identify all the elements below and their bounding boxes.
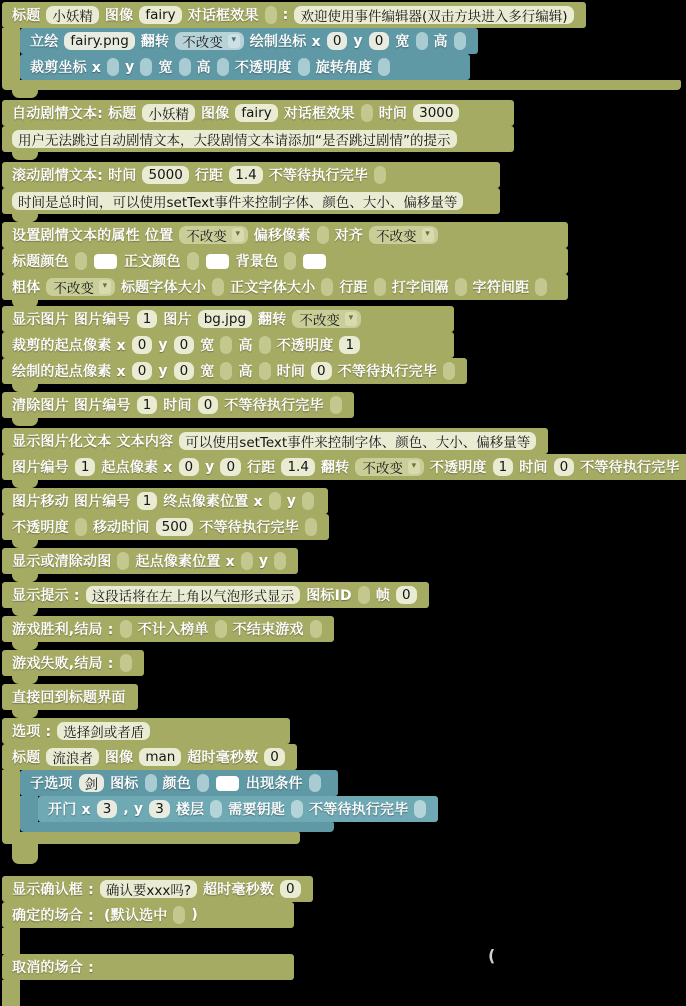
block-label: 字符间距 (473, 277, 530, 297)
block-label: 宽 (158, 57, 172, 77)
text-field[interactable]: 1 (75, 458, 96, 476)
statement-slot[interactable] (2, 980, 686, 1006)
block-label: 粗体 (12, 277, 40, 297)
draw-portrait-block[interactable] (20, 28, 478, 80)
empty-field[interactable] (361, 104, 373, 122)
block-row (2, 616, 334, 642)
block-row (2, 514, 329, 540)
block-label: ) (191, 907, 198, 923)
block-label: 时间 (163, 395, 191, 415)
choices-block[interactable] (2, 718, 686, 864)
block-row (2, 2, 586, 28)
block-label: 颜色 (163, 773, 191, 793)
block-label: 高 (434, 31, 448, 51)
empty-field[interactable] (374, 278, 386, 296)
block-label: 行距 (339, 277, 367, 297)
text-field[interactable]: man (139, 748, 181, 766)
empty-field[interactable] (173, 906, 185, 924)
block-label: 起点像素 x (101, 457, 172, 477)
block-label: y (205, 459, 214, 475)
block-spine (20, 796, 38, 822)
block-label: y (125, 59, 134, 75)
empty-field[interactable] (75, 518, 87, 536)
block-label: 不透明度 (430, 457, 487, 477)
text-field[interactable]: 0 (396, 586, 417, 604)
color-swatch[interactable] (94, 254, 117, 269)
connector-tab (12, 540, 38, 548)
block-label: 绘制的起点像素 x (12, 361, 126, 381)
show-tip-block[interactable] (2, 582, 686, 616)
block-label: 起点像素位置 x (135, 551, 235, 571)
text-field[interactable]: 500 (156, 518, 194, 536)
empty-field[interactable] (416, 32, 428, 50)
block-row (2, 274, 568, 300)
empty-field[interactable] (220, 362, 232, 380)
block-label: 宽 (395, 31, 409, 51)
block-label: 显示或清除动图 (12, 551, 111, 571)
block-row (2, 188, 500, 214)
block-row (2, 902, 294, 928)
empty-field[interactable] (378, 58, 390, 76)
statement-slot[interactable] (2, 928, 686, 954)
empty-field[interactable] (220, 336, 232, 354)
block-label: 不透明度 (12, 517, 69, 537)
show-imaged-text-block[interactable] (2, 428, 686, 488)
empty-field[interactable] (321, 278, 333, 296)
block-label: 需要钥匙 (228, 799, 285, 819)
block-row (2, 954, 294, 980)
block-label: 选项 : (12, 721, 51, 741)
empty-field[interactable] (269, 492, 281, 510)
block-label: 宽 (200, 335, 214, 355)
empty-field[interactable] (117, 552, 129, 570)
text-field[interactable]: 0 (554, 458, 575, 476)
block-label: 高 (197, 57, 211, 77)
dropdown-value: 不改变 (376, 225, 417, 245)
block-label: 帧 (376, 585, 390, 605)
empty-field[interactable] (302, 492, 314, 510)
connector-tab (12, 608, 38, 616)
block-label: 不等待执行完毕 (224, 395, 323, 415)
text-field[interactable]: 时间是总时间，可以使用setText事件来控制字体、颜色、大小、偏移量等 (12, 192, 463, 210)
block-label: 直接回到标题界面 (12, 687, 126, 707)
block-row (2, 428, 548, 454)
empty-field[interactable] (374, 166, 386, 184)
block-label: y (259, 553, 268, 569)
block-label: , y (123, 801, 143, 817)
dropdown-field[interactable] (355, 458, 424, 476)
block-label: 图标ID (306, 585, 352, 605)
empty-field[interactable] (265, 6, 277, 24)
connector-tab (12, 214, 38, 222)
block-label: 打字间隔 (392, 277, 449, 297)
text-field[interactable]: fairy (139, 6, 181, 24)
block-label: 不等待执行完毕 (580, 457, 679, 477)
block-label: 标题颜色 (12, 251, 69, 271)
block-strip (2, 832, 300, 844)
block-row (2, 100, 514, 126)
block-label: 翻转 (258, 309, 286, 329)
block-label: 取消的场合 : (12, 957, 94, 977)
block-label: 宽 (200, 361, 214, 381)
set-text-properties-block[interactable] (2, 222, 686, 308)
empty-field[interactable] (210, 800, 222, 818)
connector-tab (12, 480, 38, 488)
block-label: 显示图片 图片编号 (12, 309, 131, 329)
text-field[interactable]: 剑 (79, 774, 105, 792)
show-dialog-text-block[interactable] (2, 2, 686, 98)
empty-field[interactable] (179, 58, 191, 76)
block-strip (2, 80, 681, 90)
block-label: 对话框效果 (284, 103, 355, 123)
empty-field[interactable] (284, 252, 296, 270)
block-label: 图片编号 (12, 457, 69, 477)
block-label: 超时毫秒数 (203, 879, 274, 899)
block-strip (20, 822, 334, 832)
text-field[interactable]: 0 (327, 32, 348, 50)
block-row (2, 454, 686, 480)
inner-statement (2, 28, 686, 80)
block-label: 时间 (379, 103, 407, 123)
block-label: 正文字体大小 (230, 277, 315, 297)
block-label: 对齐 (335, 225, 363, 245)
empty-field[interactable] (317, 226, 329, 244)
block-label: 不计入榜单 (138, 619, 209, 639)
text-field[interactable]: 流浪者 (46, 748, 99, 766)
block-row (2, 718, 290, 744)
block-label: 不等待执行完毕 (309, 799, 408, 819)
text-field[interactable]: bg.jpg (198, 310, 252, 328)
block-label: 立绘 (30, 31, 58, 51)
text-field[interactable]: 0 (179, 458, 200, 476)
block-row (2, 126, 514, 152)
block-spine (2, 28, 20, 80)
block-label: 不结束游戏 (233, 619, 304, 639)
empty-field[interactable] (274, 552, 286, 570)
empty-field[interactable] (140, 58, 152, 76)
show-or-clear-gif-block[interactable] (2, 548, 686, 582)
block-row (2, 684, 138, 710)
inner-statement (20, 796, 438, 822)
block-label: 确定的场合 : (默认选中 (12, 905, 167, 925)
back-to-title-block[interactable] (2, 684, 686, 718)
choice-item-block[interactable] (20, 770, 438, 832)
block-row (2, 162, 500, 188)
empty-field[interactable] (241, 552, 253, 570)
block-label: 翻转 (141, 31, 169, 51)
block-label: y (353, 33, 362, 49)
block-row (20, 54, 470, 80)
empty-field[interactable] (298, 58, 310, 76)
block-row (2, 358, 467, 384)
block-label: 正文颜色 (124, 251, 181, 271)
text-field[interactable]: 3 (97, 800, 118, 818)
block-row (2, 548, 298, 574)
block-label: 游戏失败,结局 : (12, 653, 114, 673)
block-label: 显示确认框 : (12, 879, 94, 899)
block-row (2, 582, 429, 608)
connector-tab (12, 574, 38, 582)
text-field[interactable]: fairy (235, 104, 277, 122)
empty-field[interactable] (535, 278, 547, 296)
block-spine (2, 980, 20, 1006)
block-row (2, 248, 568, 274)
text-field[interactable]: 0 (220, 458, 241, 476)
chevron-down-icon: ▾ (228, 34, 240, 48)
block-label: 不等待执行完毕 (269, 165, 368, 185)
empty-field[interactable] (309, 774, 321, 792)
empty-field[interactable] (107, 58, 119, 76)
block-label: 绘制坐标 x (250, 31, 321, 51)
text-field[interactable]: 1.4 (229, 166, 262, 184)
empty-field[interactable] (120, 620, 132, 638)
block-label: 行距 (195, 165, 223, 185)
connector-tab (12, 384, 38, 392)
game-lose-block[interactable] (2, 650, 686, 684)
empty-field[interactable] (215, 620, 227, 638)
dropdown-field[interactable] (175, 32, 244, 50)
chevron-down-icon: ▾ (422, 228, 434, 242)
chevron-down-icon: ▾ (99, 280, 111, 294)
block-label: y (158, 363, 167, 379)
block-label: 滚动剧情文本: 时间 (12, 165, 136, 185)
text-field[interactable]: 0 (198, 396, 219, 414)
blockly-workspace[interactable] (2, 2, 686, 1006)
block-label: 行距 (247, 457, 275, 477)
block-label: 裁剪坐标 x (30, 57, 101, 77)
dropdown-field[interactable] (292, 310, 361, 328)
empty-field[interactable] (358, 586, 370, 604)
dropdown-value: 不改变 (186, 225, 227, 245)
text-field[interactable]: 0 (132, 362, 153, 380)
connector-tab (12, 90, 38, 98)
dropdown-field[interactable] (369, 226, 438, 244)
block-label: 图片移动 图片编号 (12, 491, 131, 511)
block-row (2, 876, 313, 902)
empty-field[interactable] (120, 654, 132, 672)
text-field[interactable]: 0 (174, 362, 195, 380)
chevron-down-icon: ▾ (232, 228, 244, 242)
clear-image-block[interactable] (2, 392, 686, 426)
block-row (2, 332, 454, 358)
block-row (2, 306, 454, 332)
block-label: y (158, 337, 167, 353)
text-field[interactable]: fairy.png (64, 32, 134, 50)
empty-field[interactable] (145, 774, 157, 792)
text-field[interactable]: 1 (493, 458, 514, 476)
text-field[interactable]: 可以使用setText事件来控制字体、颜色、大小、偏移量等 (179, 432, 536, 450)
empty-field[interactable] (305, 518, 317, 536)
block-label: 时间 (277, 361, 305, 381)
text-field[interactable]: 0 (369, 32, 390, 50)
text-field[interactable]: 0 (132, 336, 153, 354)
block-label: 裁剪的起点像素 x (12, 335, 126, 355)
text-field[interactable]: 用户无法跳过自动剧情文本，大段剧情文本请添加“是否跳过剧情”的提示 (12, 130, 457, 148)
empty-field[interactable] (454, 32, 466, 50)
dropdown-value: 不改变 (299, 309, 340, 329)
text-field[interactable]: 0 (280, 880, 301, 898)
empty-field[interactable] (291, 800, 303, 818)
connector-tab (12, 152, 38, 160)
block-label: 标题 (12, 5, 40, 25)
block-row (38, 796, 438, 822)
block-label: 背景色 (236, 251, 279, 271)
text-field[interactable]: 小妖精 (46, 6, 99, 24)
block-label: 图片 (163, 309, 191, 329)
block-label: 高 (238, 335, 252, 355)
block-label: 楼层 (176, 799, 204, 819)
text-field[interactable]: 确认要xxx吗? (100, 880, 197, 898)
block-label: 翻转 (321, 457, 349, 477)
block-label: 显示提示 : (12, 585, 80, 605)
empty-field[interactable] (187, 252, 199, 270)
block-label: y (287, 493, 296, 509)
empty-field[interactable] (310, 620, 322, 638)
block-row (20, 28, 478, 54)
confirm-box-block[interactable] (2, 876, 686, 1006)
show-image-block[interactable] (2, 306, 686, 392)
text-field[interactable]: 3000 (413, 104, 459, 122)
inner-statement (2, 770, 686, 832)
block-label: 超时毫秒数 (187, 747, 258, 767)
empty-field[interactable] (330, 396, 342, 414)
block-label: 终点像素位置 x (163, 491, 263, 511)
empty-field[interactable] (443, 362, 455, 380)
text-field[interactable]: 1.4 (281, 458, 314, 476)
block-label: 对话框效果 (188, 5, 259, 25)
chevron-down-icon: ▾ (345, 312, 357, 326)
text-field[interactable]: 选择剑或者盾 (57, 722, 150, 740)
color-swatch[interactable] (206, 254, 229, 269)
empty-field[interactable] (197, 774, 209, 792)
text-field[interactable]: 3 (149, 800, 170, 818)
connector-tab (12, 676, 38, 684)
text-field[interactable]: 5000 (142, 166, 188, 184)
block-row (2, 392, 354, 418)
block-label: 出现条件 (246, 773, 303, 793)
block-label: 标题 (12, 747, 40, 767)
block-label: 不等待执行完毕 (338, 361, 437, 381)
text-field[interactable]: 小妖精 (142, 104, 195, 122)
block-label: 不透明度 (277, 335, 334, 355)
block-label: 图像 (105, 5, 133, 25)
game-win-block[interactable] (2, 616, 686, 650)
connector-tab (12, 710, 38, 718)
block-label: 子选项 (30, 773, 73, 793)
block-spine (2, 770, 20, 832)
block-label: 时间 (519, 457, 547, 477)
block-label: 移动时间 (93, 517, 150, 537)
block-label: 偏移像素 (254, 225, 311, 245)
text-field[interactable]: 1 (137, 396, 158, 414)
block-row (2, 488, 328, 514)
text-field[interactable]: 欢迎使用事件编辑器(双击方块进入多行编辑) (294, 6, 573, 24)
block-label: 图像 (105, 747, 133, 767)
scroll-dialog-text-block[interactable] (2, 162, 686, 222)
empty-field[interactable] (259, 336, 271, 354)
dropdown-field[interactable] (46, 278, 115, 296)
block-label: 标题字体大小 (121, 277, 206, 297)
text-field[interactable]: 1 (137, 310, 158, 328)
text-field[interactable]: 0 (174, 336, 195, 354)
color-swatch[interactable] (303, 254, 326, 269)
empty-field[interactable] (217, 58, 229, 76)
block-label: 清除图片 图片编号 (12, 395, 131, 415)
text-field[interactable]: 1 (339, 336, 360, 354)
block-label: 不透明度 (235, 57, 292, 77)
connector-tab (12, 418, 38, 426)
text-field[interactable]: 1 (137, 492, 158, 510)
open-door-block[interactable] (38, 796, 438, 822)
block-label: 设置剧情文本的属性 位置 (12, 225, 173, 245)
block-row (2, 650, 144, 676)
block-label: 游戏胜利,结局 : (12, 619, 114, 639)
text-field[interactable]: 0 (264, 748, 285, 766)
text-field[interactable]: 这段话将在左上角以气泡形式显示 (86, 586, 301, 604)
dropdown-field[interactable] (179, 226, 248, 244)
text-field[interactable]: 0 (311, 362, 332, 380)
move-image-block[interactable] (2, 488, 686, 548)
block-label: 开门 x (48, 799, 91, 819)
empty-field[interactable] (75, 252, 87, 270)
empty-field[interactable] (455, 278, 467, 296)
connector-tab (12, 844, 38, 864)
block-label: 图标 (110, 773, 138, 793)
block-label: : (283, 7, 289, 23)
dropdown-value: 不改变 (182, 31, 223, 51)
block-row (2, 222, 568, 248)
chevron-down-icon: ▾ (408, 460, 420, 474)
block-row (20, 770, 338, 796)
empty-field[interactable] (259, 362, 271, 380)
block-label: 不等待执行完毕 (199, 517, 298, 537)
stray-glyph: ( (488, 946, 495, 965)
block-label: 自动剧情文本: 标题 (12, 103, 136, 123)
block-row (2, 744, 297, 770)
block-label: 图像 (201, 103, 229, 123)
block-label: 旋转角度 (316, 57, 373, 77)
dropdown-value: 不改变 (362, 457, 403, 477)
dropdown-value: 不改变 (53, 277, 94, 297)
color-swatch[interactable] (216, 776, 239, 791)
block-spine (2, 928, 20, 954)
block-label: 高 (238, 361, 252, 381)
connector-tab (12, 642, 38, 650)
block-label: 显示图片化文本 文本内容 (12, 431, 173, 451)
empty-field[interactable] (212, 278, 224, 296)
auto-dialog-text-block[interactable] (2, 100, 686, 160)
empty-field[interactable] (414, 800, 426, 818)
